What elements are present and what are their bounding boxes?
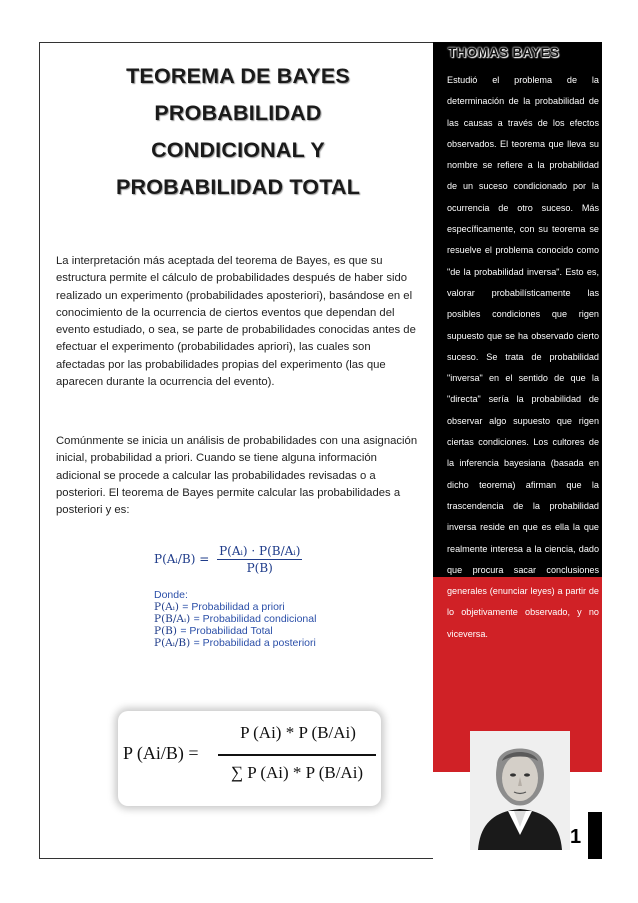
formula-denominator: P(B) bbox=[246, 561, 273, 575]
formula-box-numerator: P (Ai) * P (B/Ai) bbox=[240, 723, 356, 742]
sidebar-heading: THOMAS BAYES bbox=[448, 45, 560, 60]
bayes-formula bbox=[154, 544, 302, 575]
title-line-2: PROBABILIDAD bbox=[154, 101, 322, 125]
page-title bbox=[58, 58, 418, 206]
thomas-bayes-portrait bbox=[470, 731, 570, 850]
formula-fraction bbox=[217, 544, 302, 575]
bayes-formula-image bbox=[150, 540, 360, 665]
title-line-3: CONDICIONAL Y bbox=[151, 138, 325, 162]
page-number-tab bbox=[588, 812, 602, 859]
formula-box-lhs: P (Ai/B) = bbox=[123, 743, 199, 763]
fraction-bar bbox=[218, 754, 376, 756]
definition-symbol: P(B/Aᵢ) bbox=[154, 613, 191, 625]
formula-box-denominator: ∑ P (Ai) * P (B/Ai) bbox=[230, 763, 364, 782]
definition-symbol: P(B) bbox=[154, 625, 177, 637]
formula-numerator: P(Aᵢ) · P(B/Aᵢ) bbox=[219, 544, 301, 558]
title-line-1: TEOREMA DE BAYES bbox=[126, 64, 350, 88]
definition-label: = Probabilidad a posteriori bbox=[193, 637, 316, 649]
definitions-list bbox=[154, 601, 316, 649]
definition-item bbox=[154, 601, 316, 613]
definition-label: = Probabilidad condicional bbox=[193, 613, 317, 625]
sidebar-text: Estudió el problema de la determinación de la probabilidad de las causas a través de los efectos observados. El teorema que lleva su nombre se refiere a la probabilidad de un suceso condicionado por la ocurrencia de otro suceso. Más específicamente, con su teorema se resuelve el problema conocido como "de la probabilidad inversa". Esto es, valorar probabilísticamente las posibles condiciones que rigen supuesto que se ha observado cierto suceso. Se trata de probabilidad "inversa" en el sentido de que la "directa" sería la probabilidad de observar algo supuesto que rigen ciertas condiciones. Los cultores de la inferencia bayesiana (basada en dicho teorema) afirman que la trascendencia de la probabilidad inversa reside en que es ella la que realmente interesa a la ciencia, dado que procura sacar conclusiones generales (enunciar leyes) a partir de lo objetivamente observado, y no viceversa. bbox=[447, 75, 599, 639]
formula-lhs: P(Aᵢ/B) = bbox=[154, 552, 210, 566]
definition-symbol: P(Aᵢ/B) bbox=[154, 637, 191, 649]
donde-label: Donde: bbox=[154, 589, 188, 601]
title-line-4: PROBABILIDAD TOTAL bbox=[115, 175, 361, 199]
definition-item bbox=[154, 613, 316, 625]
definition-label: = Probabilidad Total bbox=[180, 625, 273, 637]
definition-item bbox=[154, 637, 316, 649]
paragraph-analysis: Comúnmente se inicia un análisis de probabilidades con una asignación inicial, probabilidad a priori. Cuando se tiene alguna información adicional se procede a calcular las probabilidades revisadas o a posteriori. El teorema de Bayes permite calcular las probabilidades a posteriori y es: bbox=[56, 435, 418, 517]
bayes-formula-box bbox=[118, 711, 381, 806]
paragraph-interpretation: La interpretación más aceptada del teorema de Bayes, es que su estructura permite el cálculo de probabilidades después de haber sido realizado un experimento (probabilidades aposteriori), basándose en el conocimiento de la ocurrencia de ciertos eventos que dependan del evento estudiado, o sea, se parte de probabilidades conocidas antes de efectuar el experimento (probabilidades apriori), las cuales son afectadas por las probabilidades propias del experimento (las que aparecen durante la ocurrencia del evento). bbox=[56, 255, 416, 389]
definition-label: = Probabilidad a priori bbox=[182, 601, 285, 613]
page-number: 1 bbox=[570, 826, 582, 848]
portrait-illustration bbox=[470, 731, 570, 850]
definition-item bbox=[154, 625, 316, 637]
definition-symbol: P(Aᵢ) bbox=[154, 601, 179, 613]
